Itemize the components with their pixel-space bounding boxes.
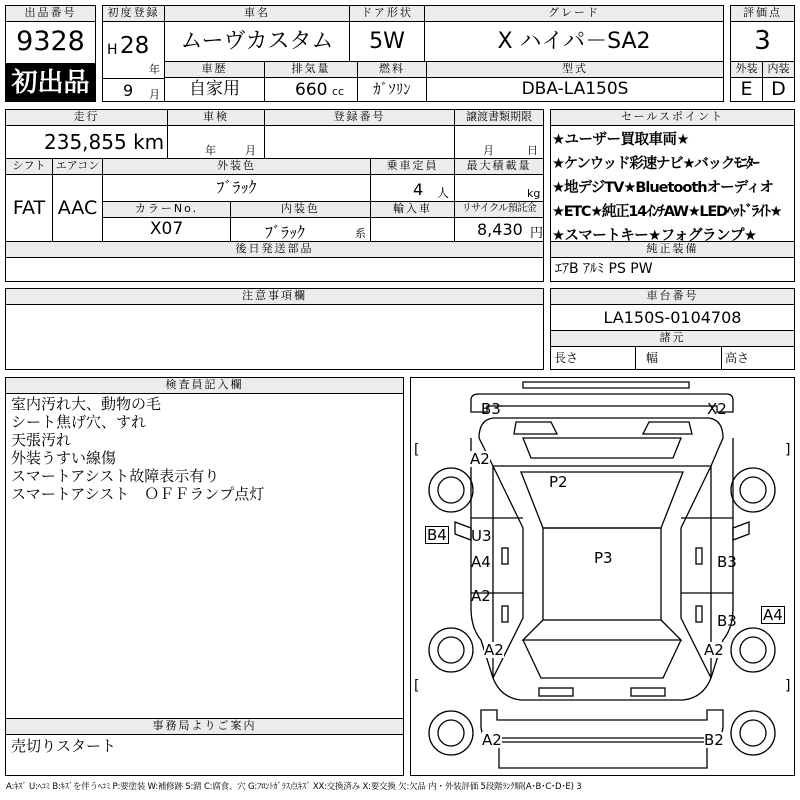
damage-mark: B3 xyxy=(717,553,737,571)
inspection-cell xyxy=(167,125,265,159)
selling-point-line: ★地デジTV★Bluetoothオーディオ xyxy=(552,180,773,196)
equipment-header: 純正装備 xyxy=(550,241,795,258)
displacement-cell xyxy=(264,77,358,102)
registration-year-unit: 年 xyxy=(149,63,160,76)
car-name-header: 車名 xyxy=(164,5,350,22)
office-header: 事務局よりご案内 xyxy=(5,718,404,735)
spare-wheel-right xyxy=(731,711,775,755)
rear-bumper xyxy=(481,710,723,738)
displacement: 660 xyxy=(295,80,328,100)
inspector-notes xyxy=(5,393,404,719)
inspection-header: 車検 xyxy=(167,109,265,126)
damage-diagram xyxy=(410,377,795,776)
grade: X ハイパ－SA2 xyxy=(424,21,724,62)
damage-mark: P3 xyxy=(594,549,613,567)
spare-wheel-left xyxy=(429,711,473,755)
damage-mark: A2 xyxy=(470,450,490,468)
yen-unit: 円 xyxy=(530,226,544,241)
rear-left-wheel xyxy=(429,628,473,672)
first-listing-badge: 初出品 xyxy=(5,64,96,102)
front-bumper-top xyxy=(523,382,689,388)
rear-right-wheel xyxy=(731,628,775,672)
plate-header: 登録番号 xyxy=(264,109,455,126)
legend: A:ｷｽﾞ U:ﾍｺﾐ B:ｷｽﾞを伴うﾍｺﾐ P:要塗装 W:補修跡 S:錆 C:腐食、穴 G:ﾌﾛﾝﾄｶﾞﾗｽ点ｷｽﾞ XX:交換済み X:要交換 欠:欠品 内・外装評価 5段階ﾗﾝｸ順(A･B･C･D･E) 3 xyxy=(6,782,582,792)
fuel: ｶﾞｿﾘﾝ xyxy=(357,77,427,102)
exterior-color-header: 外装色 xyxy=(102,158,371,175)
inspector-line: 天張汚れ xyxy=(11,431,72,449)
inspection-month-unit: 月 xyxy=(245,144,256,157)
transfer-deadline-cell xyxy=(454,125,544,159)
score: 3 xyxy=(730,21,795,62)
mileage: 235,855 km xyxy=(5,125,168,159)
recycle-cell xyxy=(454,217,544,242)
inspector-line: 室内汚れ大、動物の毛 xyxy=(11,395,162,413)
front-bracket-open: [ xyxy=(414,442,420,458)
load-unit: kg xyxy=(527,187,541,200)
history-header: 車歴 xyxy=(164,61,265,78)
fuel-header: 燃料 xyxy=(357,61,427,78)
damage-mark: B3 xyxy=(481,400,501,418)
damage-mark: A2 xyxy=(471,587,491,605)
height-cell: 高さ xyxy=(721,346,795,370)
later-parts-header: 後日発送部品 xyxy=(5,241,544,258)
office-notice: 売切りスタート xyxy=(5,734,404,776)
history: 自家用 xyxy=(164,77,265,102)
damage-mark: P2 xyxy=(549,473,568,491)
damage-mark: B3 xyxy=(717,612,737,630)
hood-panel xyxy=(523,438,681,458)
damage-mark: A4 xyxy=(763,606,783,624)
front-bumper xyxy=(471,394,733,412)
inspection-year-unit: 年 xyxy=(205,144,216,157)
front-bracket-close: ] xyxy=(785,442,791,458)
length-cell: 長さ xyxy=(550,346,636,370)
shift-header: シフト xyxy=(5,158,53,175)
recycle-fee: 8,430 xyxy=(477,220,523,239)
registration-era: H xyxy=(107,42,118,58)
transfer-month-unit: 月 xyxy=(483,144,494,157)
capacity-header: 乗車定員 xyxy=(370,158,455,175)
registration-month-cell xyxy=(102,78,165,102)
color-number: X07 xyxy=(102,217,231,242)
inspector-header: 検査員記入欄 xyxy=(5,377,404,394)
interior-color-cell xyxy=(230,217,371,242)
first-registration-header: 初度登録 xyxy=(102,5,165,22)
door-header: ドア形状 xyxy=(349,5,425,22)
shift: FAT xyxy=(5,174,53,242)
front-right-wheel xyxy=(731,468,775,512)
interior-grade-header: 内装 xyxy=(762,61,795,78)
notes-header: 注意事項欄 xyxy=(5,288,544,305)
width-cell: 幅 xyxy=(635,346,722,370)
front-left-wheel xyxy=(429,468,473,512)
exterior-grade: E xyxy=(730,77,763,102)
mileage-header: 走行 xyxy=(5,109,168,126)
exterior-grade-header: 外装 xyxy=(730,61,763,78)
chassis-number: LA150S-0104708 xyxy=(550,304,795,331)
left-front-handle xyxy=(502,548,508,564)
interior-color: ﾌﾞﾗｯｸ xyxy=(265,223,306,242)
rear-window xyxy=(523,640,681,678)
right-rear-handle xyxy=(696,606,702,622)
damage-mark: U3 xyxy=(471,527,492,545)
damage-mark: B4 xyxy=(427,526,447,544)
windshield xyxy=(521,472,683,528)
mirrors xyxy=(455,522,749,540)
import-header: 輸入車 xyxy=(370,201,455,218)
first-registration-cell xyxy=(102,21,165,79)
car-outline-diagram xyxy=(411,378,794,775)
registration-month-unit: 月 xyxy=(149,88,160,101)
rear-window-top xyxy=(523,620,681,640)
interior-grade: D xyxy=(762,77,795,102)
lot-number-header: 出品番号 xyxy=(5,5,96,22)
model-header: 型式 xyxy=(426,61,724,78)
model-code: DBA-LA150S xyxy=(426,77,724,102)
displacement-header: 排気量 xyxy=(264,61,358,78)
tailgate xyxy=(493,678,711,700)
headlights xyxy=(514,422,692,434)
damage-mark: A2 xyxy=(704,641,724,659)
max-load-cell xyxy=(454,174,544,202)
door-type: 5W xyxy=(349,21,425,62)
registration-year: 28 xyxy=(120,33,150,59)
rear-bracket-close: ] xyxy=(785,678,791,694)
damage-mark: A2 xyxy=(484,641,504,659)
capacity: 4 xyxy=(413,180,424,199)
inspector-line: シート焦げ穴、すれ xyxy=(11,413,147,431)
grade-header: グレード xyxy=(424,5,724,22)
interior-color-unit: 系 xyxy=(355,227,366,240)
damage-mark: A2 xyxy=(482,731,502,749)
selling-points xyxy=(550,125,795,242)
right-front-handle xyxy=(696,548,702,564)
left-rear-handle xyxy=(502,606,508,622)
interior-color-header: 内装色 xyxy=(230,201,371,218)
rear-lamp-left xyxy=(539,688,573,696)
selling-point-line: ★ケンウッド彩速ナビ★バックﾓﾆﾀｰ xyxy=(552,156,759,172)
inspector-line: 外装うすい線傷 xyxy=(11,449,117,467)
import-cell xyxy=(370,217,455,242)
aircon: AAC xyxy=(52,174,103,242)
lot-number: 9328 xyxy=(5,21,96,64)
damage-mark: B2 xyxy=(704,731,724,749)
transfer-deadline-header: 譲渡書類期限 xyxy=(454,109,544,126)
aircon-header: エアコン xyxy=(52,158,103,175)
chassis-header: 車台番号 xyxy=(550,288,795,305)
dimensions-header: 諸元 xyxy=(550,330,795,347)
plate-number xyxy=(264,125,455,159)
score-header: 評価点 xyxy=(730,5,795,22)
cc-unit: cc xyxy=(332,85,345,98)
inspector-line: スマートアシスト ＯＦＦランプ点灯 xyxy=(11,485,265,503)
max-load-header: 最大積載量 xyxy=(454,158,544,175)
damage-mark: A4 xyxy=(471,553,491,571)
registration-month: 9 xyxy=(123,81,134,100)
later-parts xyxy=(5,257,544,282)
rear-underbody xyxy=(499,742,707,768)
selling-point-line: ★ETC★純正14ｲﾝﾁAW★LEDﾍｯﾄﾞﾗｲﾄ★ xyxy=(552,204,782,220)
roof xyxy=(543,528,661,620)
car-name: ムーヴカスタム xyxy=(164,21,350,62)
exterior-color: ﾌﾞﾗｯｸ xyxy=(102,174,371,202)
notes-area xyxy=(5,304,544,370)
selling-points-header: セールスポイント xyxy=(550,109,795,126)
rear-lamp-right xyxy=(631,688,665,696)
damage-mark: X2 xyxy=(707,400,727,418)
inspector-line: スマートアシスト故障表示有り xyxy=(11,467,220,485)
selling-point-line: ★スマートキー★フォグランプ★ xyxy=(552,228,757,242)
capacity-cell xyxy=(370,174,455,202)
transfer-day-unit: 日 xyxy=(527,144,538,157)
equipment: ｴｱB ｱﾙﾐ PS PW xyxy=(550,257,795,282)
selling-point-line: ★ユーザー買取車両★ xyxy=(552,132,689,148)
color-number-header: カラーNo. xyxy=(102,201,231,218)
rear-bracket-open: [ xyxy=(414,678,420,694)
recycle-header: リサイクル預託金 xyxy=(454,201,544,218)
capacity-unit: 人 xyxy=(437,186,450,200)
